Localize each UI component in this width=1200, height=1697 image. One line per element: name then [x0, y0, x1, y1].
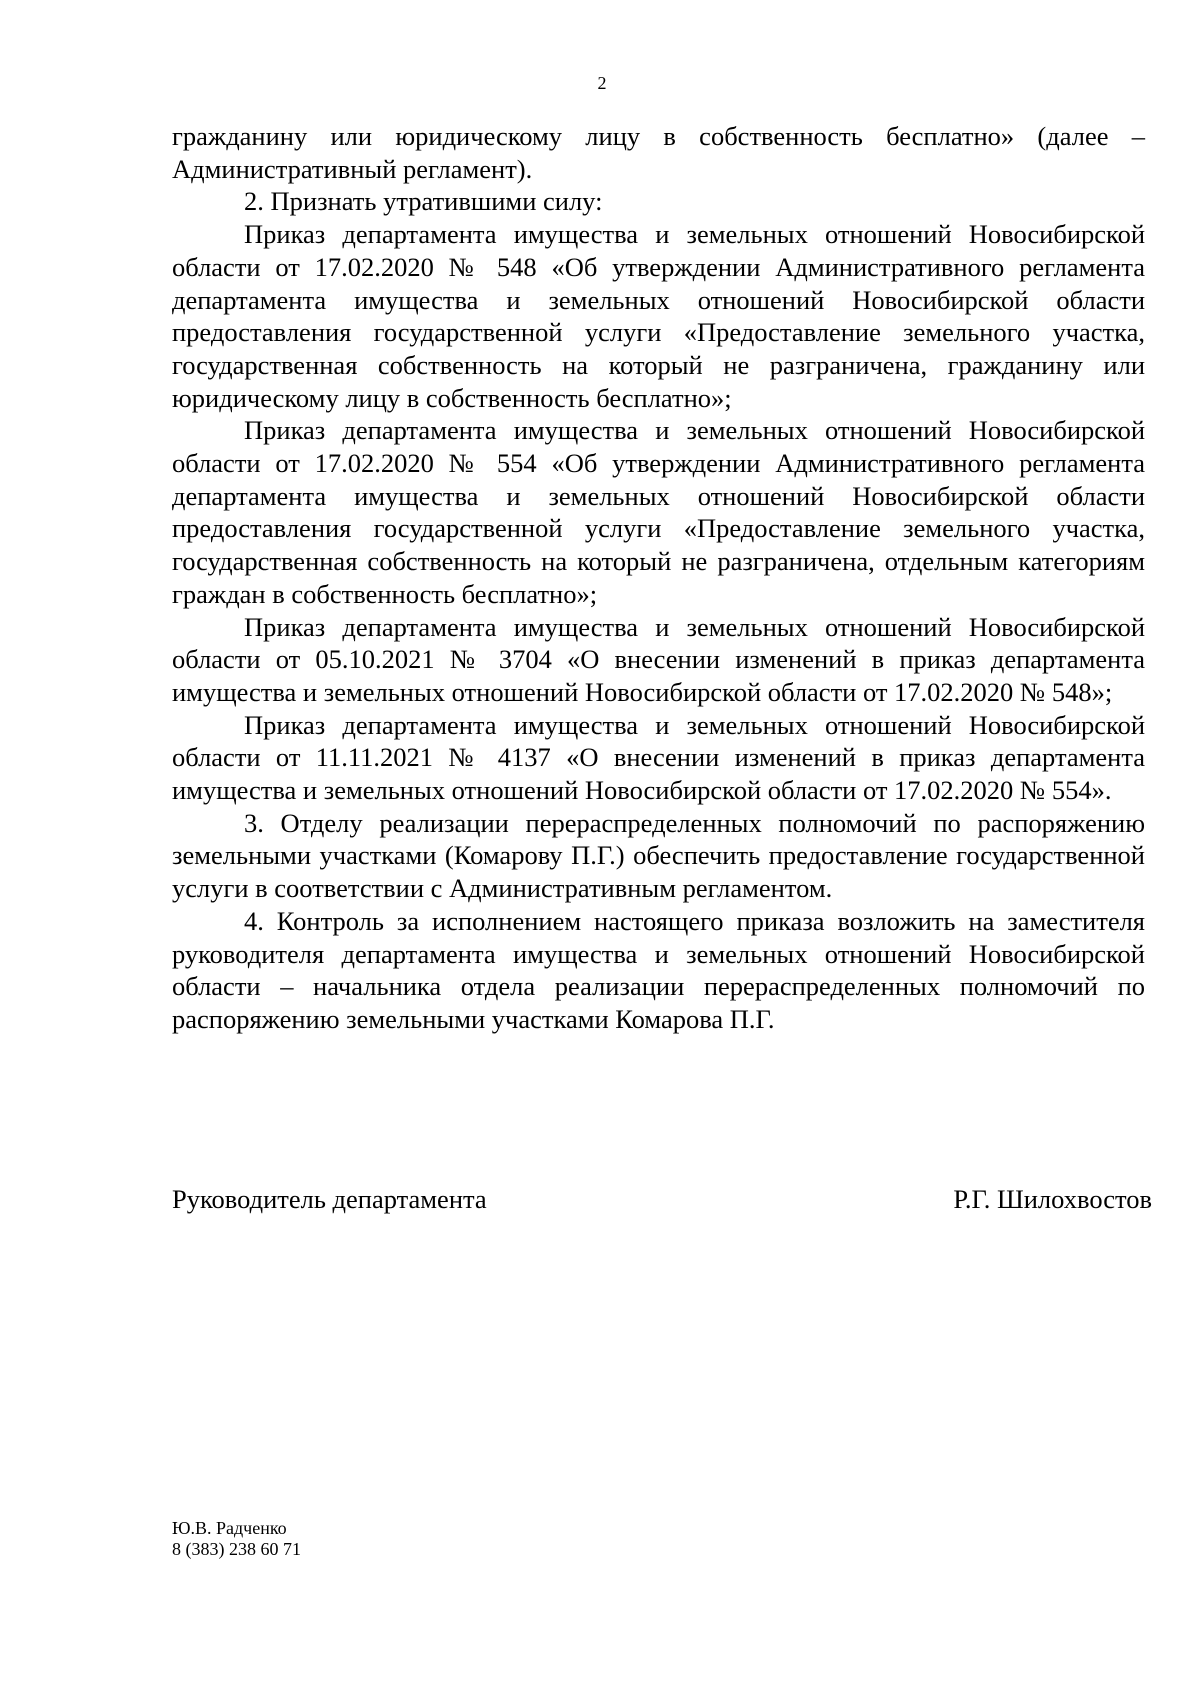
paragraph-item-4: 4. Контроль за исполнением настоящего приказа возложить на заместителя руководителя департамента имущества и земельных отношений Новосибирской области – начальника отдела реализации перераспределенных полномочий по распоряжению земельными участками Комарова П.Г.: [172, 905, 1145, 1034]
executor-info: [172, 1518, 301, 1560]
paragraph-order-548: Приказ департамента имущества и земельных отношений Новосибирской области от 17.02.2020 № 548 «Об утверждении Административного регламента департамента имущества и земельных отношений Новосибирской области предоставления государственной услуги «Предоставление земельного участка, государственная собственность на который не разграничена, гражданину или юридическому лицу в собственность бесплатно»;: [172, 219, 1145, 413]
executor-phone: 8 (383) 238 60 71: [172, 1539, 301, 1559]
paragraph-order-3704: Приказ департамента имущества и земельных отношений Новосибирской области от 05.10.2021 № 3704 «О внесении изменений в приказ департамента имущества и земельных отношений Новосибирской области от 17.02.2020 № 548»;: [172, 611, 1145, 707]
paragraph-order-554: Приказ департамента имущества и земельных отношений Новосибирской области от 17.02.2020 № 554 «Об утверждении Административного регламента департамента имущества и земельных отношений Новосибирской области предоставления государственной услуги «Предоставление земельного участка, государственная собственность на который не разграничена, отдельным категориям граждан в собственность бесплатно»;: [172, 415, 1145, 609]
paragraph-continuation: гражданину или юридическому лицу в собственность бесплатно» (далее – Административный регламент).: [172, 121, 1145, 184]
document-body: [172, 120, 1145, 1036]
page-number: 2: [597, 73, 607, 93]
executor-name: Ю.В. Радченко: [172, 1518, 287, 1538]
signature-position: Руководитель департамента: [172, 1184, 487, 1214]
paragraph-item-2: 2. Признать утратившими силу:: [244, 186, 603, 217]
signature-name: Р.Г. Шилохвостов: [953, 1184, 1152, 1214]
paragraph-item-3: 3. Отделу реализации перераспределенных полномочий по распоряжению земельными участками (Комарову П.Г.) обеспечить предоставление государственной услуги в соответствии с Административным регламентом.: [172, 807, 1145, 904]
paragraph-order-4137: Приказ департамента имущества и земельных отношений Новосибирской области от 11.11.2021 № 4137 «О внесении изменений в приказ департамента имущества и земельных отношений Новосибирской области от 17.02.2020 № 554».: [172, 709, 1145, 806]
